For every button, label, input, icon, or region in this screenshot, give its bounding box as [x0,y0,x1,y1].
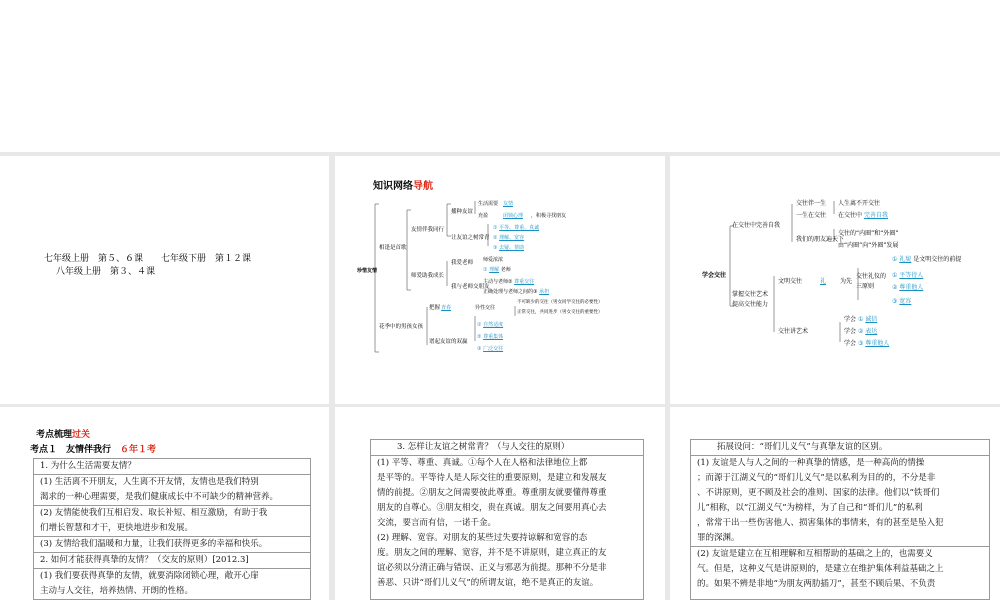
principle-line-4: 朋友的自尊心。③朋友相交，贵在真诚。朋友之间要用真心去 [377,503,607,513]
answer-pingdeng-dairen: ① 平等待人 [892,272,924,279]
extension-title: 拓展设问：“哥们儿义气”与真挚友谊的区别。 [717,442,888,452]
node-shiai: 师爱浓浓 [483,257,504,263]
branch-wanshan: 在交往中完善自我 [732,222,781,229]
answer-kuanrong: ③ 宽容 [892,298,912,305]
answer-pingdeng: ① 平等、尊重、真诚 [493,225,540,231]
node-l2a: 友情伴我同行 [411,227,445,233]
kaodian-1-box [33,458,311,600]
scope-line-1: 七年级上册 第５、６课 七年级下册 第１２课 [44,254,252,264]
root-label: 珍惜友情 [357,268,378,274]
network-title: 知识网络导航 [373,181,433,192]
answer-jiaowang: 主动与老师② 尊重交往 [483,279,535,285]
extension-line-1: (1) 友谊是人与人之间的一种真挚的情感，是一种高尚的情操 [697,458,925,468]
answer-lijie-2: ① 理解 老师 [483,267,511,273]
answer-biaoda: ② 表达 [857,328,878,335]
node-banyisheng: 交往伴一生 [796,200,827,207]
node-wenming: 文明交往 [778,278,803,285]
question-2: 2. 如何才能获得真挚的友情？（交友的原则）[2012.3] [40,555,249,565]
note-necessity: 不可缺少的交往（男女同学交往的必要性） [517,300,603,305]
node-shenghuo: 生活需要 [478,201,499,207]
extension-line-6: 罪的深渊。 [697,533,740,543]
answer-2-line-1: (1) 我们要获得真挚的友情，就要消除闭锁心理，敞开心扉 [40,571,259,581]
node-l1b: 花季中的男孩女孩 [379,324,424,330]
answer-zunzhong-taren: ③ 尊重他人 [857,340,890,347]
leaf-fazhan: 由“内圈”向“外圈”发展 [838,242,899,249]
node-yuanze: 交往礼仪的三原则 [856,273,887,290]
leaf-neiquan: 交往的“内圈”和“外圈” [838,230,899,237]
slide-kaodian-1[interactable] [0,407,329,600]
answer-1-line-2: 渴求的一种心理需要，是我们健康成长中不可缺少的精神营养。 [40,492,279,502]
node-pengyou: 我们的朋友遍天下 [796,236,845,243]
kaodian-header: 考点１ 友情伴我行 ６年１考 [30,445,157,455]
principle-line-5: 交流，要言而有信，一诺千金。 [377,518,497,528]
principle-line-1: (1) 平等、尊重、真诚。①每个人在人格和法律地位上都 [377,458,588,468]
answer-quyi: ③ 去疑、帮助 [493,245,525,251]
answer-li: 礼 [820,278,827,285]
answer-lijie: ② 理解、宽容 [493,235,525,241]
answer-1-line-4: 们增长智慧和才干，更快地进步和发展。 [40,523,194,533]
answer-limao: ① 礼貌 是文明交往的前提 [892,256,962,263]
slide-extension-question[interactable] [670,407,1000,600]
row-biaoda: 学会 ② 表达 [844,328,878,335]
note-importance: 正常交往，共同进步（男女交往的重要性） [517,310,603,315]
principle-line-9: 善恶、只讲“哥们儿义气”的所谓友谊，绝不是真正的友谊。 [377,578,599,588]
leaf-zaijiaowang: 在交往中 完善自我 [838,212,888,219]
answer-chengdan: 正确处理与老师之间的③ 承担 [483,289,550,295]
slide-knowledge-network[interactable] [335,156,665,404]
extension-line-9: 的。如果不辨是非地“为朋友两肋插刀”，甚至不顾后果、不负责 [697,579,936,589]
principle-line-7: 度。朋友之间的理解、宽容，并不是不讲原则，建立真正的友 [377,548,607,558]
principles-box [370,439,644,600]
answer-1-line-3: (2) 友情能使我们互相启发、取长补短、相互激励，有助于我 [40,508,268,518]
node-l1a: 相逢是首歌 [379,245,407,251]
principle-line-2: 是平等的。平等待人是人际交往的重要原则，是建立和发展友 [377,473,607,483]
question-1: 1. 为什么生活需要友情？ [40,461,136,471]
question-3: 3. 怎样让友谊之树常青？（与人交往的原则） [397,442,570,452]
answer-jiti: ② 尊重集体 [477,334,504,340]
answer-chengxin: ① 诚信 [857,316,878,323]
extension-line-4: 儿”相称，以“江湖义气”为榜样，为了自己和“哥们儿”的私利 [697,503,923,513]
extension-box [690,439,990,600]
top-blank-area [0,0,1000,152]
extension-line-5: ，常常干出一些伤害他人、损害集体的事情来，有的甚至是坠入犯 [697,518,944,528]
leaf-libukai: 人生离不开交往 [838,200,881,207]
review-title: 考点梳理过关 [36,430,91,440]
answer-1-line-1: (1) 生活离不开朋友，人生离不开友情，友情也是我们特别 [40,477,259,487]
principle-line-8: 谊必须以分清正确与错误、正义与邪恶为前提。那种不分是非 [377,563,607,573]
slide-learn-interaction[interactable] [670,156,1000,404]
node-woai: 我爱老师 [451,260,474,266]
node-changqing: 让友谊之树常青 [451,235,490,241]
slide-friendship-principles[interactable] [335,407,665,600]
principle-line-3: 情的前提。②朋友之间需要彼此尊重。尊重朋友就要懂得尊重 [377,488,607,498]
answer-guangfan: ③ 广泛交往 [477,346,504,352]
answer-1-line-5: (3) 友情给我们温暖和力量，让我们获得更多的幸福和快乐。 [40,539,268,549]
scope-line-2: 八年级上册 第３、４课 [56,267,156,277]
answer-youqing: 友情 [503,201,514,207]
extension-line-7: (2) 友谊是建立在互相理解和互相帮助的基础之上的，也需要义 [697,549,933,559]
answer-2-line-2: 主动与人交往，培养热情、开朗的性格。 [40,586,194,596]
node-l2d: 谱起友谊的双赢 [429,339,468,345]
node-weixian: 为先 [840,278,853,285]
node-jiaopengyou: 我与老师交朋友 [451,284,490,290]
answer-bisuo: 闭锁心理 [503,213,524,219]
extension-line-2: ；而源于江湖义气的“哥们儿义气”是以私利为目的的，不分是非 [697,473,936,483]
answer-yixing: 异性交往 [475,305,496,311]
root-xuehui: 学会交往 [702,272,727,279]
branch-yishu: 掌握交往艺术提高交往能力 [732,291,769,308]
node-jiangyishu: 交往讲艺术 [778,328,809,335]
slide-course-scope[interactable] [0,156,329,404]
node-l2c: 把握 [429,305,441,311]
row-zunzhong-taren: 学会 ③ 尊重他人 [844,340,890,347]
node-bozhong: 播种友谊 [451,209,474,215]
node-yishengzai: 一生在交往 [796,212,827,219]
node-chongying: 充盈 [478,213,489,219]
answer-bisuo-tail: ，积极寻找朋友 [531,213,567,219]
answer-wanshan: 完善自我 [863,212,888,219]
node-l2b: 师爱助我成长 [411,273,445,279]
answer-zunzhong: ② 尊重他人 [892,284,924,291]
extension-line-8: 气。但是，这种义气是讲原则的，是建立在维护集体利益基础之上 [697,564,944,574]
answer-ziran: ① 自然适度 [477,322,504,328]
answer-qingchun: 青春 [441,305,452,311]
extension-line-3: 、不讲原则，更不顾及社会的准则、国家的法律。他们以“铁哥们 [697,488,940,498]
row-chengxin: 学会 ① 诚信 [844,316,878,323]
principle-line-6: (2) 理解、宽容。对朋友的某些过失要持谅解和宽容的态 [377,533,588,543]
